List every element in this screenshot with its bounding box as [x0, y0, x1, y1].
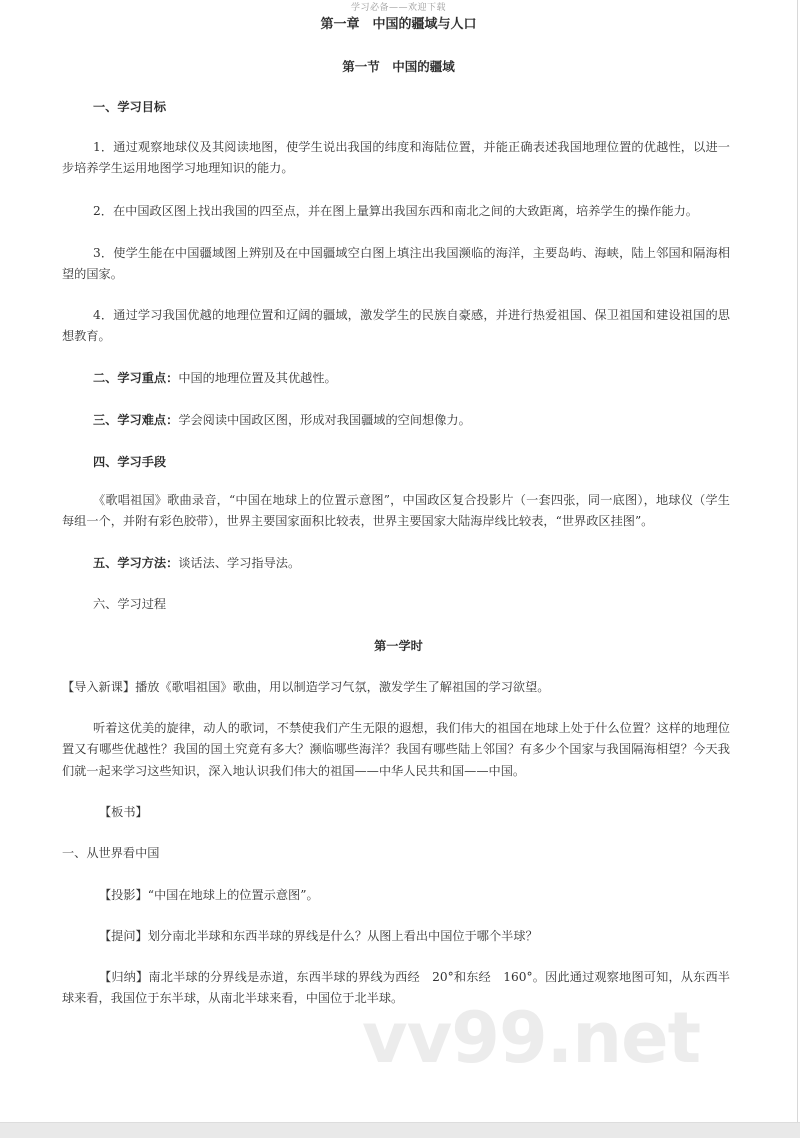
header-note: 学习必备——欢迎下载 — [350, 3, 446, 13]
summary-label: 【归纳】 — [99, 970, 149, 984]
intro — [62, 679, 550, 695]
page-bottom-edge — [0, 1122, 800, 1138]
objective-item-1: 1．通过观察地球仪及其阅读地图，使学生说出我国的纬度和海陆位置，并能正确表述我国地理位置的优越性，以进一步培养学生运用地图学习地理知识的能力。 — [62, 140, 730, 176]
means-text: 《歌唱祖国》歌曲录音，“中国在地球上的位置示意图”，中国政区复合投影片（一套四张，同一底图），地球仪（学生每组一个，并附有彩色胶带），世界主要国家面积比较表，世界主要国家大陆海岸线比较表，“世界政区挂图”。 — [62, 493, 730, 529]
key-point — [93, 370, 337, 386]
difficulty — [93, 412, 471, 428]
key-point-sep: ： — [166, 371, 179, 385]
difficulty-label: 三、学习难点 — [93, 413, 167, 427]
key-point-label: 二、学习重点 — [93, 371, 167, 385]
board-label: 【板书】 — [99, 805, 148, 819]
objective-item-4: 4．通过学习我国优越的地理位置和辽阔的疆域，激发学生的民族自豪感，并进行热爱祖国、保卫祖国和建设祖国的思想教育。 — [62, 308, 730, 344]
chapter-title: 第一章 中国的疆域与人口 — [320, 17, 477, 32]
question-label: 【提问】 — [99, 929, 148, 943]
intro-paragraph: 听着这优美的旋律，动人的歌词，不禁使我们产生无限的遐想，我们伟大的祖国在地球上处于什么位置？这样的地理位置又有哪些优越性？我国的国土究竟有多大？濒临哪些海洋？我国有哪些陆上邻国？有多少个国家与我国隔海相望？今天我们就一起来学习这些知识，深入地认识我们伟大的祖国——中华人民共和国——中国。 — [62, 721, 730, 778]
intro-label: 【导入新课】 — [62, 680, 136, 694]
question-text: 划分南北半球和东西半球的界线是什么？从图上看出中国位于哪个半球？ — [147, 929, 538, 943]
section-title: 第一节 中国的疆域 — [342, 59, 455, 74]
means-heading: 四、学习手段 — [93, 455, 167, 469]
difficulty-sep: ： — [166, 413, 179, 427]
method — [93, 555, 300, 571]
projection-label: 【投影】 — [99, 888, 148, 902]
question — [99, 928, 538, 944]
objectives-heading: 一、学习目标 — [93, 100, 167, 114]
objective-item-2: 2．在中国政区图上找出我国的四至点，并在图上量算出我国东西和南北之间的大致距离，培养学生的操作能力。 — [93, 204, 698, 218]
difficulty-text: 学会阅读中国政区图，形成对我国疆域的空间想像力。 — [178, 413, 471, 427]
key-point-text: 中国的地理位置及其优越性。 — [178, 371, 337, 385]
summary-text: 南北半球的分界线是赤道，东西半球的界线为西经 20°和东经 160°。因此通过观察地图可知，从东西半球来看，我国位于东半球，从南北半球来看，中国位于北半球。 — [62, 970, 730, 1006]
process-heading: 六、学习过程 — [93, 597, 167, 611]
projection — [99, 887, 319, 903]
board-heading: 一、从世界看中国 — [62, 846, 160, 860]
method-sep: ： — [166, 556, 179, 570]
method-label: 五、学习方法 — [93, 556, 167, 570]
objective-item-3: 3．使学生能在中国疆域图上辨别及在中国疆域空白图上填注出我国濒临的海洋，主要岛屿、海峡，陆上邻国和隔海相望的国家。 — [62, 246, 730, 282]
method-text: 谈话法、学习指导法。 — [178, 556, 301, 570]
intro-text: 播放《歌唱祖国》歌曲，用以制造学习气氛，激发学生了解祖国的学习欲望。 — [135, 680, 550, 694]
watermark-logo: vv99.net — [362, 997, 701, 1079]
projection-text: “中国在地球上的位置示意图”。 — [147, 888, 319, 902]
lesson-title: 第一学时 — [374, 639, 423, 653]
